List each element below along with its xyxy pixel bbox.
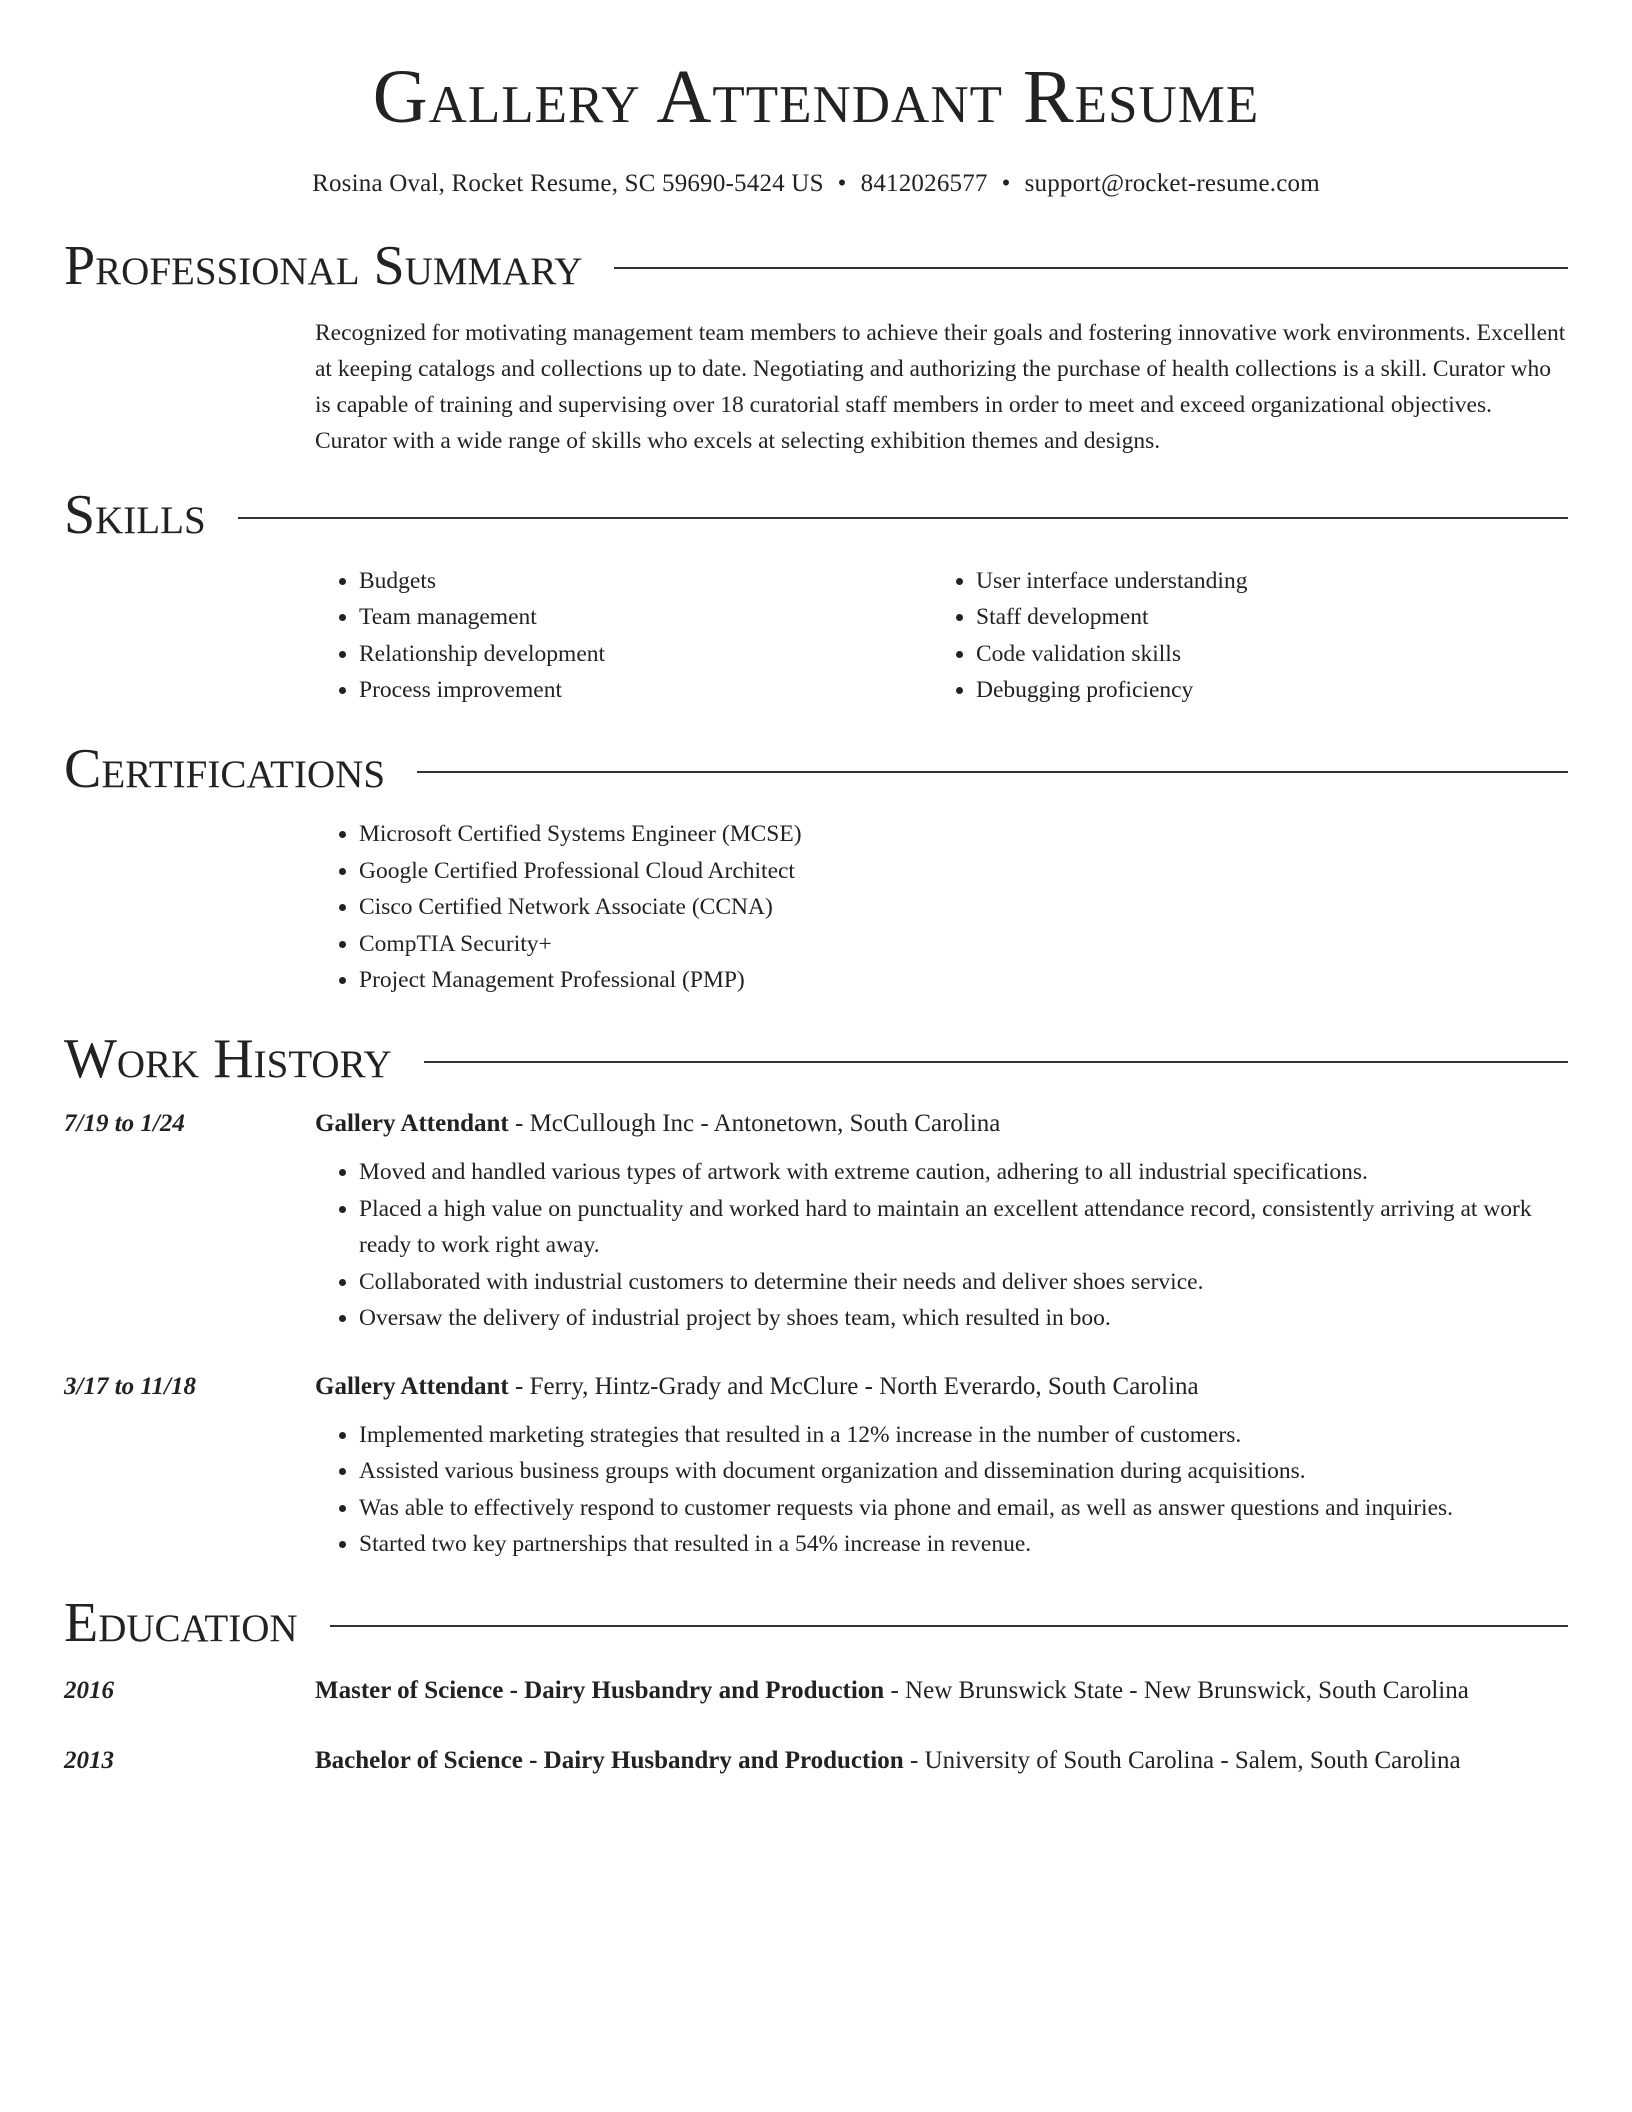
job-bullet: • Started two key partnerships that resulted in a 54% increase in revenue. [359, 1526, 1568, 1563]
job-dates: 3/17 to 11/18 [64, 1372, 196, 1400]
job-body [315, 1367, 1568, 1563]
job-bullet: • Assisted various business groups with document organization and dissemination during acquisitions. [359, 1453, 1568, 1490]
education-year: 2013 [64, 1746, 114, 1774]
job-title: Gallery Attendant [315, 1372, 509, 1400]
job-entry [64, 1104, 1568, 1337]
certifications-list-wrap [315, 816, 1568, 999]
job-bullet: • Was able to effectively respond to customer requests via phone and email, as well as answer questions and inquiries. [359, 1490, 1568, 1527]
job-body [315, 1104, 1568, 1337]
skills-header [64, 485, 1568, 547]
skill-item: • Team management [359, 599, 932, 636]
skills-column-right [932, 563, 1549, 709]
summary-text: Recognized for motivating management team members to achieve their goals and fostering innovative work environments. Excellent at keeping catalogs and collections up to date. Negotiating and authorizing the purchase of health collections is a skill. Curator who is capable of training and supervising over 18 curatorial staff members in order to meet and exceed organizational objectives. Curator with a wide range of skills who excels at selecting exhibition themes and designs. [315, 320, 1566, 455]
education-entry [64, 1671, 1568, 1711]
education-header [64, 1593, 1568, 1655]
contact-email[interactable]: support@rocket-resume.com [1024, 169, 1320, 197]
certifications-list [315, 816, 1568, 999]
education-school: - New Brunswick State - New Brunswick, South Carolina [884, 1676, 1469, 1704]
contact-phone: 8412026577 [860, 169, 988, 197]
job-title: Gallery Attendant [315, 1110, 509, 1138]
skill-item: • User interface understanding [976, 563, 1549, 600]
job-bullet: • Implemented marketing strategies that resulted in a 12% increase in the number of customers. [359, 1417, 1568, 1454]
contact-separator: • [837, 169, 847, 197]
job-bullet: • Collaborated with industrial customers to determine their needs and deliver shoes service. [359, 1264, 1568, 1301]
job-bullet: • Oversaw the delivery of industrial project by shoes team, which resulted in boo. [359, 1300, 1568, 1337]
skill-item: • Staff development [976, 599, 1549, 636]
skill-item: • Process improvement [359, 672, 932, 709]
skill-item: • Budgets [359, 563, 932, 600]
section-divider [417, 771, 1568, 773]
skills-column-left [315, 563, 932, 709]
skill-item: • Debugging proficiency [976, 672, 1549, 709]
job-bullet: • Placed a high value on punctuality and worked hard to maintain an excellent attendance record, consistently arriving at work ready to work right away. [359, 1191, 1568, 1264]
certifications-header [64, 739, 1568, 801]
job-bullet: • Moved and handled various types of artwork with extreme caution, adhering to all industrial specifications. [359, 1154, 1568, 1191]
job-bullets [315, 1417, 1568, 1563]
education-degree: Bachelor of Science - Dairy Husbandry and Production [315, 1746, 904, 1774]
certification-item: • Project Management Professional (PMP) [359, 962, 1568, 999]
education-body [315, 1671, 1568, 1711]
certifications-section [64, 739, 1568, 999]
skills-list-right [932, 563, 1549, 709]
education-school: - University of South Carolina - Salem, South Carolina [903, 1746, 1461, 1774]
certifications-heading: Certifications [64, 737, 386, 800]
work-history-header [64, 1029, 1568, 1091]
skill-item: • Code validation skills [976, 636, 1549, 673]
contact-address: Rosina Oval, Rocket Resume, SC 59690-5424 US [312, 169, 824, 197]
job-heading-line [315, 1104, 1568, 1144]
section-divider [330, 1625, 1568, 1627]
skills-columns [315, 563, 1568, 709]
work-history-section [64, 1029, 1568, 1563]
education-section [64, 1593, 1568, 1781]
section-divider [424, 1061, 1568, 1063]
work-history-heading: Work History [64, 1027, 392, 1090]
education-line [315, 1671, 1568, 1711]
contact-separator: • [1001, 169, 1011, 197]
summary-heading: Professional Summary [64, 234, 583, 297]
skills-section [64, 485, 1568, 709]
education-entry [64, 1741, 1568, 1781]
job-employer: - McCullough Inc - Antonetown, South Carolina [508, 1110, 1001, 1138]
document-title: Gallery Attendant Resume [372, 55, 1260, 139]
section-divider [238, 517, 1568, 519]
education-body [315, 1741, 1568, 1781]
job-bullets [315, 1154, 1568, 1337]
certification-item: • Microsoft Certified Systems Engineer (MCSE) [359, 816, 1568, 853]
skill-item: • Relationship development [359, 636, 932, 673]
job-entry [64, 1367, 1568, 1563]
summary-section [64, 236, 1568, 460]
job-dates: 7/19 to 1/24 [64, 1110, 185, 1138]
certification-item: • CompTIA Security+ [359, 926, 1568, 963]
skills-heading: Skills [64, 484, 206, 547]
contact-line [64, 170, 1568, 198]
education-heading: Education [64, 1591, 298, 1654]
certification-item: • Cisco Certified Network Associate (CCNA) [359, 889, 1568, 926]
education-degree: Master of Science - Dairy Husbandry and Production [315, 1676, 885, 1704]
job-heading-line [315, 1367, 1568, 1407]
education-line [315, 1741, 1568, 1781]
education-year: 2016 [64, 1676, 114, 1704]
summary-header [64, 236, 1568, 298]
job-employer: - Ferry, Hintz-Grady and McClure - North Everardo, South Carolina [508, 1372, 1199, 1400]
certification-item: • Google Certified Professional Cloud Architect [359, 853, 1568, 890]
section-divider [614, 267, 1568, 269]
skills-list-left [315, 563, 932, 709]
